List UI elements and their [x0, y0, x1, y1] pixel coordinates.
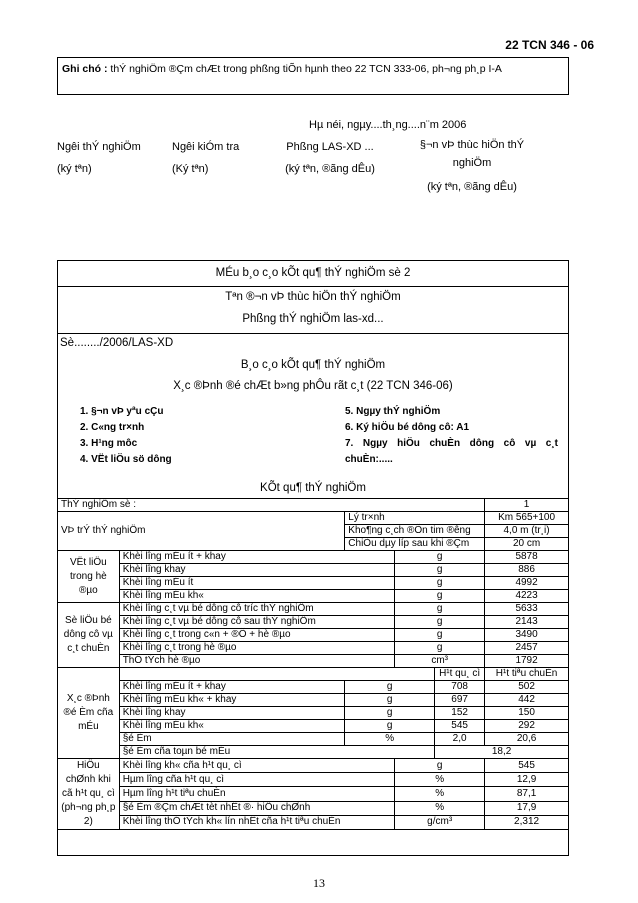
note-box	[57, 57, 569, 95]
table-row: X¸c ®Þnh ®é Èm cña mÉu H¹t qu¸ cì H¹t tiªu chuÈn	[58, 668, 569, 681]
note-text: thÝ nghiÖm ®Çm chÆt trong phßng tiÕn hµnh theo 22 TCN 333-06, ph¬ng ph¸p I-A	[110, 63, 502, 75]
report-number: Sè......../2006/LAS-XD	[60, 337, 174, 349]
results-title: KÕt qu¶ thÝ nghiÖm	[260, 482, 366, 494]
table-row: Khèi lîng mÉu ít g 4992	[58, 577, 569, 590]
standard-code: 22 TCN 346 - 06	[505, 38, 594, 52]
table-row: Khèi lîng thÓ tÝch kh« lín nhÊt cña h¹t tiªu chuÈn g/cm³ 2,312	[58, 815, 569, 829]
table-row: Sè liÖu bé dông cô vµ c¸t chuÈn Khèi lîng c¸t vµ bé dông cô tríc thÝ nghiÖm g 5633	[58, 603, 569, 616]
table-row: Khèi lîng mÉu kh« + khay g 697 442	[58, 694, 569, 707]
table-row: VËt liÖu trong hè ®µo Khèi lîng mÉu ít + khay g 5878	[58, 551, 569, 564]
lab-line: Phßng thÝ nghiÖm las-xd...	[242, 313, 384, 325]
table-row	[58, 499, 569, 512]
table-row: Khèi lîng mÉu ít + khay g 708 502	[58, 681, 569, 694]
table-row: Khèi lîng khay g 886	[58, 564, 569, 577]
table-row: Hµm lîng cña h¹t qu¸ cì % 12,9	[58, 773, 569, 787]
table-row: Khèi lîng mÉu kh« g 545 292	[58, 720, 569, 733]
form-title: MÉu b¸o c¸o kÕt qu¶ thÝ nghiÖm sè 2	[215, 267, 411, 279]
group-sand-label: Sè liÖu bé dông cô vµ c¸t chuÈn	[58, 603, 120, 668]
table-row: Khèi lîng khay g 152 150	[58, 707, 569, 720]
report-title: B¸o c¸o kÕt qu¶ thÝ nghiÖm	[240, 359, 386, 371]
note-label: Ghi chó :	[62, 63, 108, 75]
table-row: Khèi lîng c¸t trong c«n + ®Õ + hè ®µo g 3490	[58, 629, 569, 642]
page-number: 13	[313, 876, 325, 890]
total-moisture-label: §é Èm cña toµn bé mÉu	[119, 746, 434, 759]
location-label: VÞ trÝ thÝ nghiÖm	[58, 512, 345, 551]
table-row: VÞ trÝ thÝ nghiÖm Lý tr×nh Km 565+100	[58, 512, 569, 525]
table-row: HiÖu chØnh khi cã h¹t qu¸ cì (ph¬ng ph¸p 2) Khèi lîng kh« cña h¹t qu¸ cì g 545	[58, 759, 569, 773]
table-row: ChiÒu dµy líp sau khi ®Çm 20 cm	[58, 538, 569, 551]
results-table	[57, 498, 569, 830]
sample-label: ThÝ nghiÖm sè :	[58, 499, 485, 512]
unit-line: Tªn ®¬n vÞ thùc hiÖn thÝ nghiÖm	[225, 291, 401, 303]
table-row: Kho¶ng c¸ch ®Õn tim ®êng 4,0 m (tr¸i)	[58, 525, 569, 538]
total-moisture-value: 18,2	[435, 746, 569, 759]
signature-checker: Ngêi kiÓm tra (Ký tªn)	[172, 141, 240, 175]
date-line: Hµ néi, ngµy....th¸ng....n¨m 2006	[309, 119, 467, 131]
table-row: Khèi lîng c¸t vµ bé dông cô sau thÝ nghiÖm g 2143	[58, 616, 569, 629]
signature-tester: Ngêi thÝ nghiÖm (ký tªn)	[57, 141, 141, 175]
table-row: §é Èm % 2,0 20,6	[58, 733, 569, 746]
signature-unit: §¬n vÞ thùc hiÖn thÝ nghiÖm (ký tªn, ®ãng dÊu)	[419, 139, 525, 193]
table-row: Hµm lîng h¹t tiªu chuÈn % 87,1	[58, 787, 569, 801]
sample-number: 1	[485, 499, 569, 512]
group-correction-label: HiÖu chØnh khi cã h¹t qu¸ cì (ph¬ng ph¸p 2)	[58, 759, 120, 830]
table-row	[58, 746, 569, 759]
group-moisture-label: X¸c ®Þnh ®é Èm cña mÉu	[58, 668, 120, 759]
method-title: X¸c ®Þnh ®é chÆt b»ng phÔu rãt c¸t (22 TCN 346-06)	[173, 380, 453, 392]
table-row: §é Èm ®Çm chÆt tèt nhÊt ®· hiÖu chØnh % 17,9	[58, 801, 569, 815]
table-row: ThÓ tÝch hè ®µo cm³ 1792	[58, 655, 569, 668]
table-row: Khèi lîng c¸t trong hè ®µo g 2457	[58, 642, 569, 655]
signature-lab: Phßng LAS-XD ... (ký tªn, ®ãng dÊu)	[285, 141, 375, 175]
group-material-label: VËt liÖu trong hè ®µo	[58, 551, 120, 603]
info-list-right: 5. Ngµy thÝ nghiÖm 6. Ký hiÖu bé dông cô: A1 7. Ngµy hiÖu chuÈn dông cô vµ c¸t chuÈn:.....	[345, 406, 558, 465]
info-list-left: 1. §¬n vÞ yªu cÇu 2. C«ng tr×nh 3. H¹ng môc 4. VËt liÖu sö dông	[80, 406, 172, 465]
table-row: Khèi lîng mÉu kh« g 4223	[58, 590, 569, 603]
